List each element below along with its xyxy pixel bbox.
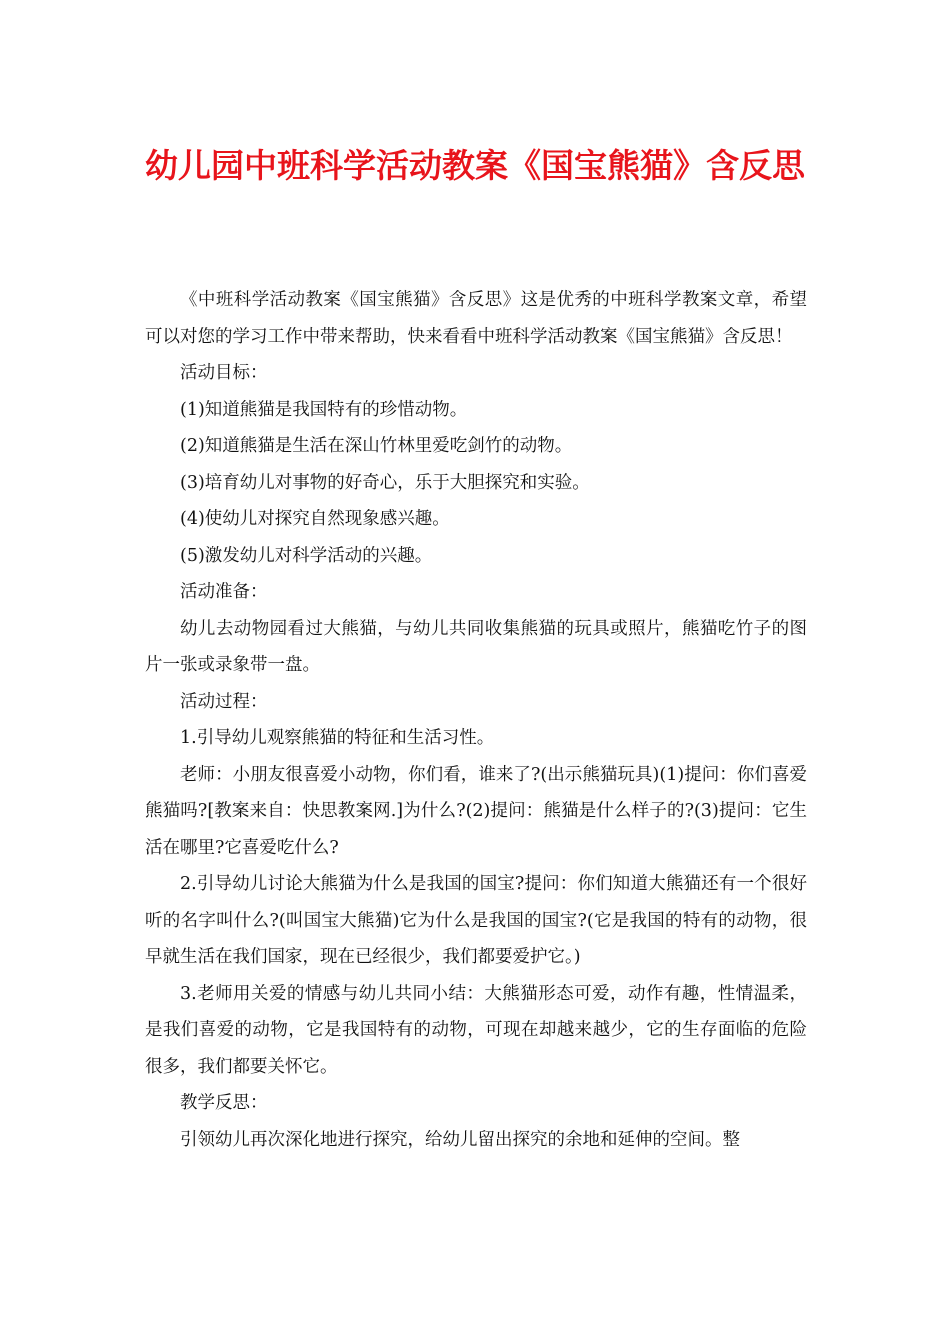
goal-item: (5)激发幼儿对科学活动的兴趣。	[180, 545, 433, 566]
process-step: 3.老师用关爱的情感与幼儿共同小结：大熊猫形态可爱，动作有趣，性情温柔，是我们喜爱的动物，它是我国特有的动物，可现在却越来越少，它的生存面临的危险很多，我们都要关怀它。	[145, 983, 807, 1077]
goal-item: (4)使幼儿对探究自然现象感兴趣。	[180, 509, 450, 529]
section-heading-process: 活动过程：	[180, 691, 268, 712]
reflection-paragraph: 引领幼儿再次深化地进行探究，给幼儿留出探究的余地和延伸的空间。整	[180, 1129, 740, 1150]
goal-item: (2)知道熊猫是生活在深山竹林里爱吃剑竹的动物。	[180, 436, 573, 456]
goal-item: (1)知道熊猫是我国特有的珍惜动物。	[180, 399, 468, 420]
process-step: 2.引导幼儿讨论大熊猫为什么是我国的国宝?提问：你们知道大熊猫还有一个很好听的名字叫什么?(叫国宝大熊猫)它为什么是我国的国宝?(它是我国的特有的动物，很早就生活在我们国家，现在已经很少，我们都要爱护它。)	[145, 874, 807, 967]
document-title: 幼儿园中班科学活动教案《国宝熊猫》含反思	[145, 146, 805, 185]
goal-item: (3)培育幼儿对事物的好奇心，乐于大胆探究和实验。	[180, 472, 590, 493]
section-heading-goals: 活动目标：	[180, 363, 268, 383]
process-paragraph: 老师：小朋友很喜爱小动物，你们看，谁来了?(出示熊猫玩具)(1)提问：你们喜爱熊猫吗?[教案来自：快思教案网.]为什么?(2)提问：熊猫是什么样子的?(3)提问：它生活在哪里?它喜爱吃什么?	[145, 764, 807, 858]
document-body	[145, 282, 807, 1158]
preparation-paragraph: 幼儿去动物园看过大熊猫，与幼儿共同收集熊猫的玩具或照片，熊猫吃竹子的图片一张或录象带一盘。	[145, 618, 807, 675]
intro-paragraph: 《中班科学活动教案《国宝熊猫》含反思》这是优秀的中班科学教案文章，希望可以对您的学习工作中带来帮助，快来看看中班科学活动教案《国宝熊猫》含反思！	[145, 290, 807, 347]
process-step: 1.引导幼儿观察熊猫的特征和生活习性。	[180, 728, 495, 748]
section-heading-reflection: 教学反思：	[180, 1093, 268, 1113]
section-heading-preparation: 活动准备：	[180, 582, 268, 602]
